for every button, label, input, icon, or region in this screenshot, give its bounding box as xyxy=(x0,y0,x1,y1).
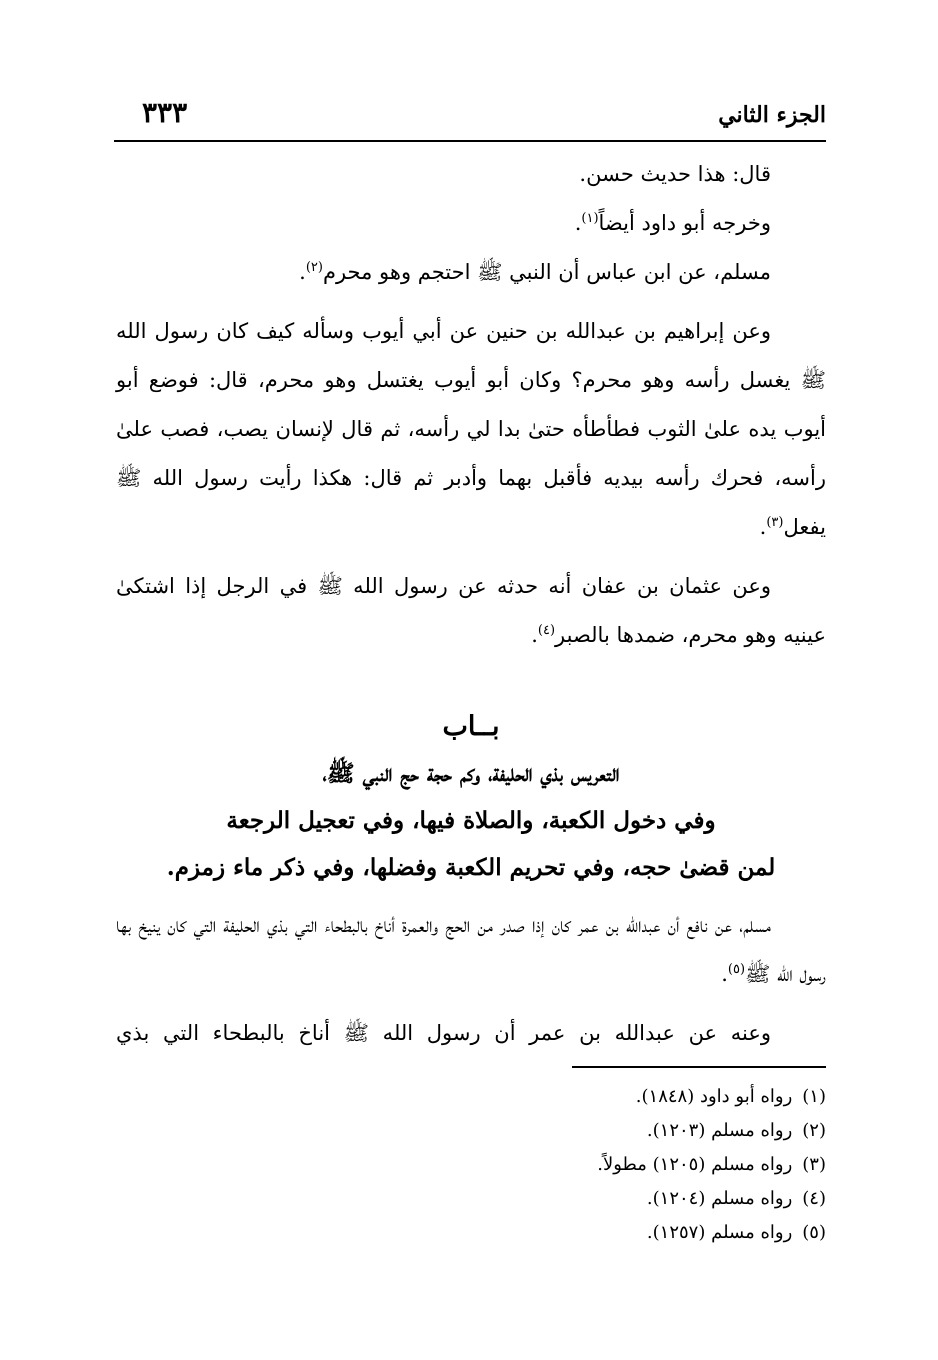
footnote: (٢)رواه مسلم (١٢٠٣). xyxy=(646,1120,826,1141)
paragraph: مسلم، عن نافع أن عبدالله بن عمر كان إذا صدر من الحج والعمرة أناخ بالبطحاء التي بذي الحليفة التي كان ينيخ بها رسول الله ﷺ$^{(٥)}$. xyxy=(116,913,826,986)
paragraph: وعنه عن عبدالله بن عمر أن رسول الله ﷺ أناخ بالبطحاء التي بذي xyxy=(116,1021,771,1045)
paragraph: وعن إبراهيم بن عبدالله بن حنين عن أبي أيوب وسأله كيف كان رسول الله ﷺ يغسل رأسه وهو محرم؟ وكان أبو أيوب يغتسل وهو محرم، قال: فوضع أبو أيوب يده علىٰ الثوب فطأطأه حتىٰ بدا لي رأسه، ثم قال لإنسان يصب، فصب علىٰ رأسه، فحرك رأسه بيديه فأقبل بهما وأدبر ثم قال: هكذا رأيت رسول الله ﷺ يفعل$^{(٣)}$. xyxy=(116,319,826,539)
footnote: (٤)رواه مسلم (١٢٠٤). xyxy=(646,1188,826,1209)
footnote-marker: (٢) xyxy=(305,260,323,275)
footnotes xyxy=(300,1080,826,1250)
chapter-subtitle-line: لمن قضىٰ حجه، وفي تحريم الكعبة وفضلها، وفي ذكر ماء زمزم. xyxy=(166,854,776,881)
paragraph: وخرجه أبو داود أيضاً$^{(١)}$. xyxy=(574,211,771,235)
footnote: (٥)رواه مسلم (١٢٥٧). xyxy=(646,1222,826,1243)
paragraph: قال: هذا حديث حسن. xyxy=(579,162,771,186)
footnote-marker: (٤) xyxy=(537,623,556,638)
main-text xyxy=(116,150,826,1058)
chapter-heading xyxy=(116,704,826,891)
footnote-marker: (٣) xyxy=(766,515,784,530)
chapter-subtitle-line: التعريس بذي الحليفة، وكم حجة حج النبي ﷺ، xyxy=(322,760,620,787)
paragraph: مسلم، عن ابن عباس أن النبي ﷺ احتجم وهو محرم$^{(٢)}$. xyxy=(299,260,771,284)
footnote-rule xyxy=(572,1066,826,1068)
page-number: ٣٣٣ xyxy=(142,96,188,129)
chapter-title: بــاب xyxy=(442,711,500,742)
paragraph: وعن عثمان بن عفان أنه حدثه عن رسول الله ﷺ في الرجل إذا اشتكىٰ عينيه وهو محرم، ضمدها بالصبر$^{(٤)}$. xyxy=(116,574,826,647)
footnote: (٣)رواه مسلم (١٢٠٥) مطولاً. xyxy=(597,1154,826,1175)
page-header xyxy=(114,92,826,138)
footnote-marker: (١) xyxy=(581,211,599,226)
header-rule xyxy=(114,140,826,142)
running-title: الجزء الثاني xyxy=(718,102,826,128)
footnote: (١)رواه أبو داود (١٨٤٨). xyxy=(635,1086,826,1107)
footnote-marker: (٥) xyxy=(727,962,746,977)
chapter-subtitle-line: وفي دخول الكعبة، والصلاة فيها، وفي تعجيل الرجعة xyxy=(226,807,716,834)
